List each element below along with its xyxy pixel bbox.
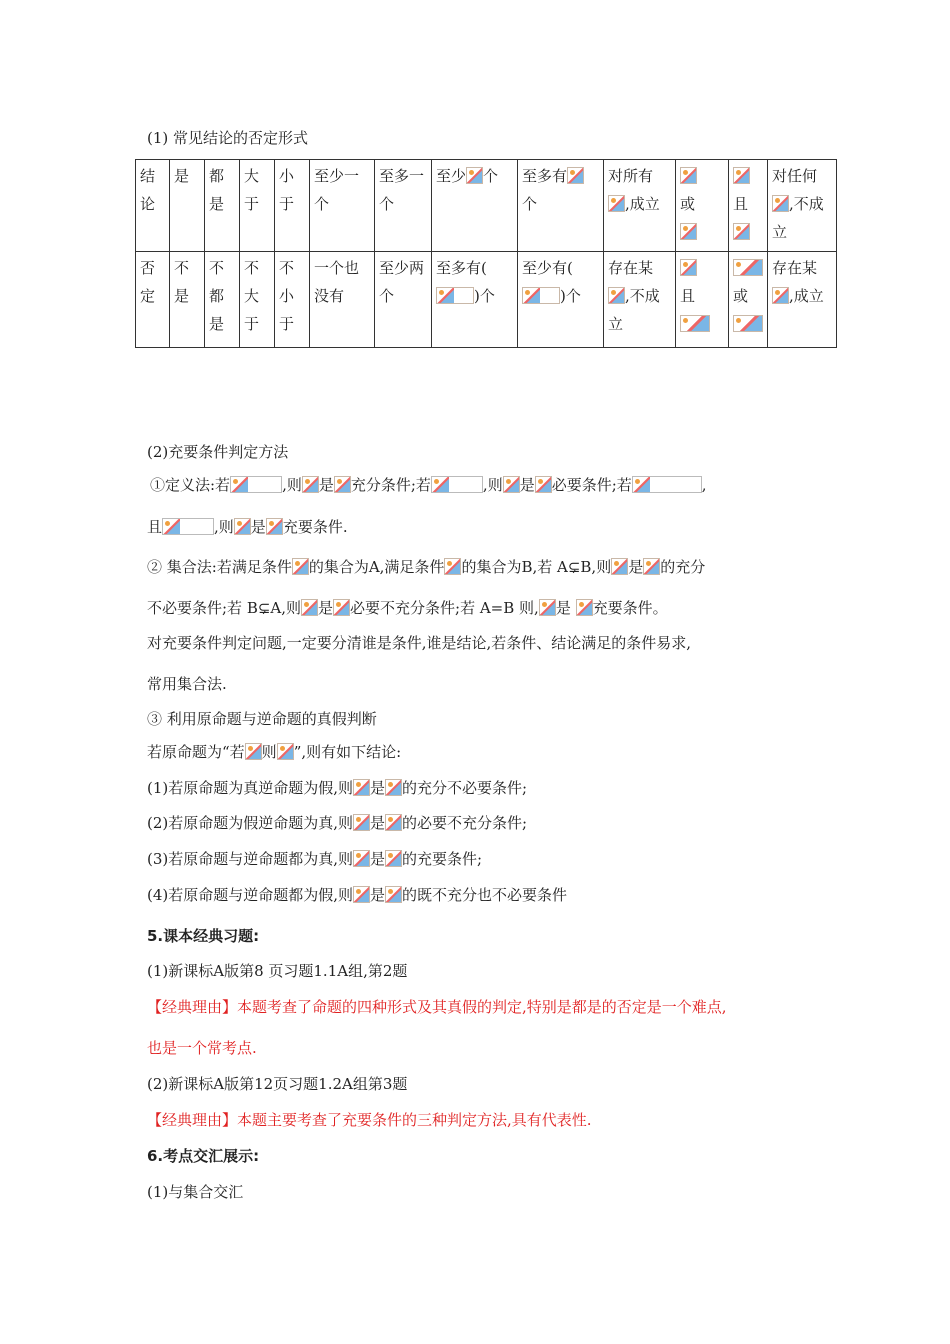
text: 是	[370, 779, 386, 797]
cell: 一个也没有	[310, 252, 375, 348]
converse-intro	[147, 741, 401, 762]
list-item	[147, 884, 567, 905]
formula-image-icon	[277, 743, 294, 760]
formula-image-icon	[353, 886, 370, 903]
formula-image-icon	[230, 476, 282, 493]
text: 的必要不充分条件;	[402, 814, 528, 832]
text: 的充分	[660, 558, 706, 576]
formula-image-icon	[576, 599, 593, 616]
cell	[518, 160, 604, 252]
cell	[768, 252, 837, 348]
section-5-title: 5.课本经典习题:	[147, 927, 260, 945]
cell	[604, 252, 676, 348]
formula-image-icon	[733, 223, 750, 240]
cell-text: 对任何	[772, 167, 818, 185]
cell-text: ,成立	[625, 195, 660, 213]
formula-image-icon	[632, 476, 702, 493]
definition-line-1	[150, 474, 707, 495]
text: 是	[370, 886, 386, 904]
text: ,则	[214, 518, 234, 536]
text: 是	[318, 599, 334, 617]
formula-image-icon	[353, 779, 370, 796]
formula-image-icon	[772, 287, 789, 304]
cell-text: 至少有(	[522, 259, 573, 277]
cell	[604, 160, 676, 252]
text: 是	[555, 599, 576, 617]
formula-image-icon	[680, 167, 697, 184]
formula-image-icon	[503, 476, 520, 493]
cell-text: ,不成立	[772, 195, 824, 241]
formula-image-icon	[733, 167, 750, 184]
text: 是	[250, 518, 266, 536]
text: 充要条件。	[592, 599, 668, 617]
formula-image-icon	[680, 259, 697, 276]
text: 则	[261, 743, 277, 761]
formula-image-icon	[301, 599, 318, 616]
text: 必要条件;若	[551, 476, 632, 494]
formula-image-icon	[292, 558, 309, 575]
cell-text: 对所有	[608, 167, 654, 185]
text: 的集合为A,满足条件	[308, 558, 445, 576]
cell: 都是	[205, 160, 240, 252]
text: 若原命题为“若	[147, 743, 245, 761]
cell: 不大于	[240, 252, 275, 348]
cell-text: )个	[474, 287, 495, 305]
formula-image-icon	[266, 518, 283, 535]
text: 是	[370, 814, 386, 832]
cell-text: 至多有(	[436, 259, 487, 277]
cell	[729, 160, 768, 252]
cell: 不小于	[275, 252, 310, 348]
cell	[432, 160, 518, 252]
formula-image-icon	[466, 167, 483, 184]
section-6-title: 6.考点交汇展示:	[147, 1147, 260, 1165]
formula-image-icon	[733, 259, 763, 276]
set-method-line-3: 对充要条件判定问题,一定要分清谁是条件,谁是结论,若条件、结论满足的条件易求,	[147, 634, 692, 652]
cell-text: 或	[680, 195, 696, 213]
section-6-item-1: (1)与集合交汇	[147, 1183, 244, 1201]
cell-text: )个	[560, 287, 581, 305]
formula-image-icon	[245, 743, 262, 760]
text: 是	[628, 558, 644, 576]
formula-image-icon	[385, 850, 402, 867]
formula-image-icon	[680, 315, 710, 332]
formula-image-icon	[643, 558, 660, 575]
formula-image-icon	[385, 779, 402, 796]
formula-image-icon	[772, 195, 789, 212]
text: ,则	[482, 476, 503, 494]
section-title-sufficient: (2)充要条件判定方法	[147, 443, 289, 461]
exercise-2: (2)新课标A版第12页习题1.2A组第3题	[147, 1075, 408, 1093]
formula-image-icon	[611, 558, 628, 575]
text: ② 集合法:若满足条件	[147, 558, 292, 576]
formula-image-icon	[234, 518, 251, 535]
formula-image-icon	[333, 599, 350, 616]
formula-image-icon	[733, 315, 763, 332]
formula-image-icon	[444, 558, 461, 575]
cell-text: 存在某	[608, 259, 654, 277]
cell: 是	[170, 160, 205, 252]
formula-image-icon	[162, 518, 214, 535]
formula-image-icon	[353, 814, 370, 831]
formula-image-icon	[539, 599, 556, 616]
cell: 否定	[136, 252, 170, 348]
table-row-negation	[136, 252, 837, 348]
cell-text: 个	[483, 167, 499, 185]
formula-image-icon	[436, 287, 474, 304]
formula-image-icon	[535, 476, 552, 493]
cell-text: ,成立	[789, 287, 824, 305]
list-item	[147, 777, 527, 798]
table-row-conclusion	[136, 160, 837, 252]
text: 是	[370, 850, 386, 868]
text: 的既不充分也不必要条件	[402, 886, 568, 904]
text: (1)若原命题为真逆命题为假,则	[147, 779, 354, 797]
reason-2: 【经典理由】本题主要考查了充要条件的三种判定方法,具有代表性.	[147, 1111, 592, 1129]
cell: 至少一个	[310, 160, 375, 252]
cell-text: 或	[733, 287, 749, 305]
text: 的充分不必要条件;	[402, 779, 528, 797]
exercise-1: (1)新课标A版第8 页习题1.1A组,第2题	[147, 962, 408, 980]
converse-title: ③ 利用原命题与逆命题的真假判断	[147, 710, 377, 728]
cell	[432, 252, 518, 348]
formula-image-icon	[385, 886, 402, 903]
text: 的充要条件;	[402, 850, 483, 868]
text: 是	[318, 476, 334, 494]
cell: 不是	[170, 252, 205, 348]
list-item	[147, 812, 527, 833]
text: ,	[701, 476, 707, 494]
text: ①定义法:若	[150, 476, 231, 494]
cell	[518, 252, 604, 348]
text: (3)若原命题与逆命题都为真,则	[147, 850, 354, 868]
formula-image-icon	[431, 476, 483, 493]
text: 必要不充分条件;若 A=B 则,	[350, 599, 539, 617]
formula-image-icon	[680, 223, 697, 240]
text: (2)若原命题为假逆命题为真,则	[147, 814, 354, 832]
formula-image-icon	[608, 287, 625, 304]
formula-image-icon	[353, 850, 370, 867]
text: 充要条件.	[282, 518, 348, 536]
cell-text: 至多有	[522, 167, 568, 185]
text: 且	[147, 518, 163, 536]
list-item	[147, 848, 482, 869]
cell-text: 至少	[436, 167, 467, 185]
cell: 至少两个	[375, 252, 432, 348]
formula-image-icon	[522, 287, 560, 304]
cell: 至多一个	[375, 160, 432, 252]
text: 的集合为B,若 A⊊B,则	[461, 558, 612, 576]
negation-table	[135, 159, 837, 348]
reason-1-line-1: 【经典理由】本题考查了命题的四种形式及其真假的判定,特别是都是的否定是一个难点,	[147, 998, 727, 1016]
formula-image-icon	[302, 476, 319, 493]
cell-text: 存在某	[772, 259, 818, 277]
cell	[729, 252, 768, 348]
cell-text: 个	[522, 195, 538, 213]
cell-text: 且	[680, 287, 696, 305]
cell: 大于	[240, 160, 275, 252]
cell-text: ,不成立	[608, 287, 660, 333]
text: ”,则有如下结论:	[293, 743, 402, 761]
cell: 小于	[275, 160, 310, 252]
set-method-line-4: 常用集合法.	[147, 675, 227, 693]
set-method-line-2	[147, 597, 668, 618]
text: (4)若原命题与逆命题都为假,则	[147, 886, 354, 904]
formula-image-icon	[567, 167, 584, 184]
cell	[676, 160, 729, 252]
section-title-negation: (1) 常见结论的否定形式	[147, 129, 309, 147]
cell	[676, 252, 729, 348]
text: 充分条件;若	[350, 476, 431, 494]
formula-image-icon	[385, 814, 402, 831]
text: ,则	[282, 476, 302, 494]
set-method-line-1	[147, 556, 705, 577]
formula-image-icon	[608, 195, 625, 212]
cell: 结论	[136, 160, 170, 252]
cell: 不都是	[205, 252, 240, 348]
text: 是	[519, 476, 535, 494]
cell-text: 且	[733, 195, 749, 213]
formula-image-icon	[334, 476, 351, 493]
cell	[768, 160, 837, 252]
definition-line-2	[147, 516, 348, 537]
text: 不必要条件;若 B⊊A,则	[147, 599, 302, 617]
reason-1-line-2: 也是一个常考点.	[147, 1039, 257, 1057]
